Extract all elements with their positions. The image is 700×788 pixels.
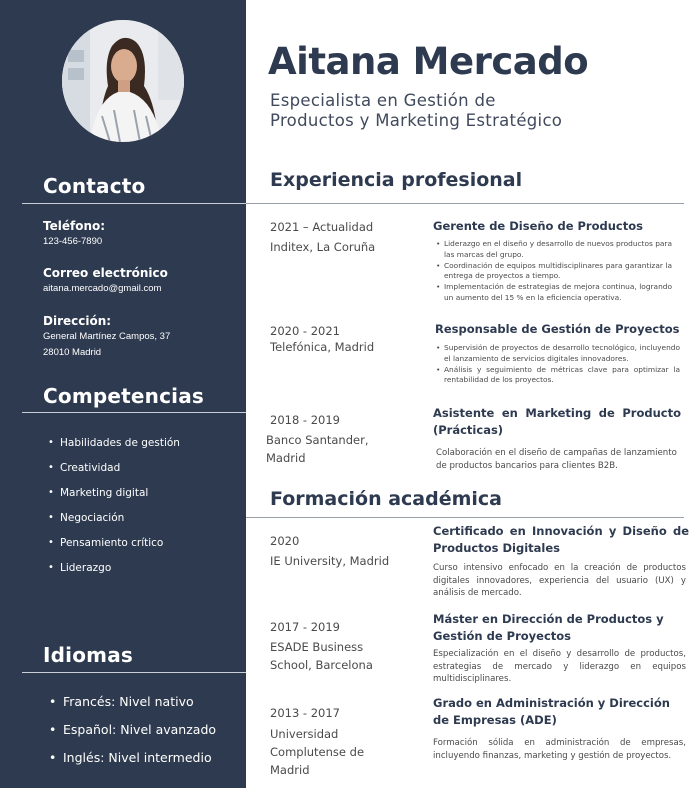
contact-heading: Contacto — [43, 174, 146, 198]
education-divider — [246, 517, 684, 518]
education-description: Especialización en el diseño y desarrollo de productos, estrategias de mercado y liderazgo en equipos multidisciplinares. — [433, 649, 686, 685]
education-description: Curso intensivo enfocado en la creación de productos digitales innovadores, experiencia del usuario (UX) y análisis de mercado. — [433, 563, 686, 599]
education-title: Grado en Administración y Dirección de Empresas (ADE) — [433, 696, 670, 727]
job-company-line-1: Banco Santander, — [266, 433, 369, 447]
education-school: ESADE Business School, Barcelona — [270, 640, 373, 672]
candidate-title-line-1: Especialista en Gestión de — [270, 91, 496, 110]
candidate-name: Aitana Mercado — [268, 40, 589, 83]
languages-list — [49, 693, 216, 777]
education-description: Formación sólida en administración de empresas, incluyendo finanzas, marketing y gestión de proyectos. — [433, 738, 686, 761]
job-bullet: • Liderazgo en el diseño y desarrollo de nuevos productos para las marcas del grupo. — [436, 239, 672, 261]
job-company — [266, 431, 416, 467]
job-dates: 2020 - 2021 — [270, 324, 340, 338]
education-year: 2013 - 2017 — [270, 706, 340, 720]
job-role: Gerente de Diseño de Productos — [433, 219, 643, 233]
education-title: Máster en Dirección de Productos y Gestión de Proyectos — [433, 612, 664, 643]
job-bullet: • Análisis y seguimiento de métricas clave para optimizar la rentabilidad de los proyectos. — [436, 365, 680, 387]
skill-item: • Liderazgo — [48, 560, 180, 585]
email-label: Correo electrónico — [43, 266, 168, 280]
job-description: Colaboración en el diseño de campañas de lanzamiento de productos bancarios para clientes B2B. — [436, 448, 677, 471]
education-year: 2017 - 2019 — [270, 620, 340, 634]
job-bullets — [436, 343, 680, 386]
skills-divider — [22, 412, 246, 413]
job-company: Inditex, La Coruña — [270, 240, 376, 254]
job-dates: 2018 - 2019 — [270, 413, 340, 427]
education-year: 2020 — [270, 534, 300, 548]
sidebar — [0, 0, 246, 788]
address-line-2: 28010 Madrid — [43, 347, 102, 358]
skills-list — [48, 435, 180, 585]
phone-value: 123-456-7890 — [43, 236, 103, 247]
job-role: Asistente en Marketing de Producto (Prácticas) — [433, 406, 681, 437]
email-value: aitana.mercado@gmail.com — [43, 283, 162, 294]
languages-divider — [22, 672, 246, 673]
job-bullet: • Coordinación de equipos multidisciplinares para garantizar la entrega de proyectos a tiempo. — [436, 261, 672, 283]
language-item: • Español: Nivel avanzado — [49, 721, 216, 749]
experience-heading: Experiencia profesional — [270, 169, 523, 191]
skill-item: • Negociación — [48, 510, 180, 535]
skill-item: • Creatividad — [48, 460, 180, 485]
skill-item: • Pensamiento crítico — [48, 535, 180, 560]
languages-heading: Idiomas — [43, 643, 133, 667]
job-bullet: • Supervisión de proyectos de desarrollo tecnológico, incluyendo el lanzamiento de servicios digitales innovadores. — [436, 343, 680, 365]
experience-divider — [246, 203, 684, 204]
education-heading: Formación académica — [270, 488, 503, 510]
skills-heading: Competencias — [43, 384, 205, 408]
skill-item: • Marketing digital — [48, 485, 180, 510]
job-company: Telefónica, Madrid — [270, 340, 375, 354]
education-school: Universidad Complutense de Madrid — [270, 727, 365, 777]
job-role: Responsable de Gestión de Proyectos — [435, 322, 680, 336]
education-title: Certificado en Innovación y Diseño de Productos Digitales — [433, 524, 689, 555]
job-company-line-2: Madrid — [266, 451, 306, 465]
address-line-1: General Martínez Campos, 37 — [43, 331, 171, 342]
profile-photo — [62, 20, 184, 142]
contact-divider — [22, 203, 246, 204]
language-item: • Inglés: Nivel intermedio — [49, 749, 216, 777]
job-bullet: • Implementación de estrategias de mejora continua, logrando un aumento del 15 % en la eficiencia operativa. — [436, 282, 672, 304]
language-item: • Francés: Nivel nativo — [49, 693, 216, 721]
phone-label: Teléfono: — [43, 219, 106, 233]
job-bullets — [436, 239, 672, 304]
job-dates: 2021 – Actualidad — [270, 220, 374, 234]
skill-item: • Habilidades de gestión — [48, 435, 180, 460]
candidate-title — [270, 91, 650, 131]
candidate-title-line-2: Productos y Marketing Estratégico — [270, 111, 563, 130]
education-school: IE University, Madrid — [270, 554, 390, 568]
address-label: Dirección: — [43, 314, 112, 328]
